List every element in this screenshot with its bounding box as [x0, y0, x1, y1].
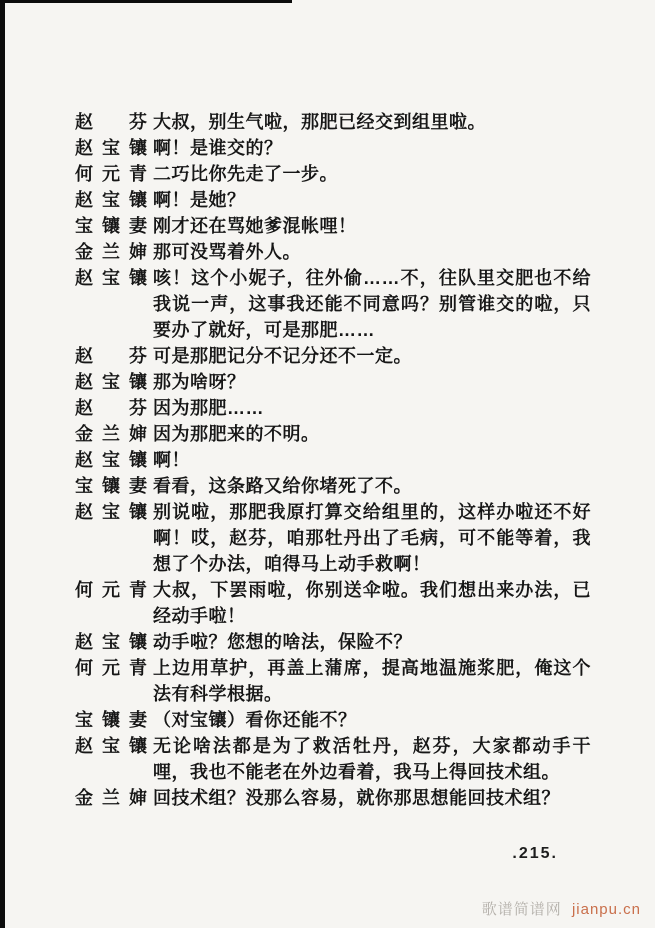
- dialogue-entry: [75, 239, 595, 265]
- dialogue-text: 啊！: [153, 450, 190, 470]
- dialogue-text: 啊！是她？: [153, 190, 246, 210]
- speaker-name: 赵宝镶: [75, 736, 147, 756]
- dialogue-entry: [75, 473, 595, 499]
- dialogue-text: 别说啦，那肥我原打算交给组里的，这样办啦还不好啊！哎，赵芬，咱那牡丹出了毛病，可不能等着，我想了个办法，咱得马上动手救啊！: [153, 502, 591, 574]
- speaker-name: 金兰婶: [75, 242, 147, 262]
- dialogue-text: 大叔，下罢雨啦，你别送伞啦。我们想出来办法，已经动手啦！: [153, 580, 591, 626]
- dialogue-text: 可是那肥记分不记分还不一定。: [153, 346, 412, 366]
- dialogue-entry: [75, 161, 595, 187]
- dialogue-text: 啊！是谁交的？: [153, 138, 283, 158]
- dialogue-entry: [75, 421, 595, 447]
- speaker-name: 赵宝镶: [75, 268, 147, 288]
- speaker-name: 赵宝镶: [75, 372, 147, 392]
- dialogue-entry: [75, 447, 595, 473]
- speaker-name: 宝镶妻: [75, 476, 147, 496]
- dialogue-text: 那为啥呀？: [153, 372, 246, 392]
- speaker-name: 赵宝镶: [75, 502, 147, 522]
- speaker-name: 何元青: [75, 164, 147, 184]
- speaker-name: 赵宝镶: [75, 190, 147, 210]
- speaker-name: 何元青: [75, 658, 147, 678]
- dialogue-entry: [75, 629, 595, 655]
- speaker-name: 赵芬: [75, 112, 147, 132]
- scan-top-border: [0, 0, 292, 3]
- dialogue-text: 因为那肥来的不明。: [153, 424, 320, 444]
- dialogue-text: 刚才还在骂她爹混帐哩！: [153, 216, 357, 236]
- speaker-name: 宝镶妻: [75, 710, 147, 730]
- dialogue-entry: [75, 733, 595, 785]
- speaker-name: 宝镶妻: [75, 216, 147, 236]
- dialogue-entry: [75, 109, 595, 135]
- watermark-site-name: 歌谱简谱网: [481, 901, 562, 918]
- dialogue-entry: [75, 655, 595, 707]
- speaker-name: 金兰婶: [75, 424, 147, 444]
- dialogue-entry: [75, 265, 595, 343]
- watermark-site-url: jianpu.cn: [571, 901, 641, 918]
- speaker-name: 赵宝镶: [75, 632, 147, 652]
- scan-left-border: [0, 0, 5, 928]
- speaker-name: 赵芬: [75, 346, 147, 366]
- dialogue-entry: [75, 707, 595, 733]
- dialogue-entry: [75, 135, 595, 161]
- page-number: .215.: [512, 845, 558, 862]
- dialogue-text: 看看，这条路又给你堵死了不。: [153, 476, 412, 496]
- dialogue-text: 二巧比你先走了一步。: [153, 164, 338, 184]
- dialogue-entry: [75, 343, 595, 369]
- dialogue-entry: [75, 369, 595, 395]
- dialogue-text: 那可没骂着外人。: [153, 242, 301, 262]
- dialogue-text: 动手啦？您想的啥法，保险不？: [153, 632, 412, 652]
- dialogue-entry: [75, 577, 595, 629]
- speaker-name: 何元青: [75, 580, 147, 600]
- dialogue-entry: [75, 785, 595, 811]
- speaker-name: 金兰婶: [75, 788, 147, 808]
- dialogue-text: 回技术组？没那么容易，就你那思想能回技术组？: [153, 788, 560, 808]
- dialogue-text: （对宝镶）看你还能不？: [153, 710, 357, 730]
- dialogue-text: 咳！这个小妮子，往外偷……不，往队里交肥也不给我说一声，这事我还能不同意吗？别管谁交的啦，只要办了就好，可是那肥……: [153, 268, 591, 340]
- dialogue-entry: [75, 213, 595, 239]
- dialogue-text: 上边用草护，再盖上蒲席，提高地温施浆肥，俺这个法有科学根据。: [153, 658, 591, 704]
- dialogue-entry: [75, 187, 595, 213]
- speaker-name: 赵宝镶: [75, 450, 147, 470]
- dialogue-entry: [75, 499, 595, 577]
- dialogue-entry: [75, 395, 595, 421]
- dialogue-text: 因为那肥……: [153, 398, 264, 418]
- dialogue-text: 无论啥法都是为了救活牡丹，赵芬，大家都动手干哩，我也不能老在外边看着，我马上得回技术组。: [153, 736, 591, 782]
- speaker-name: 赵宝镶: [75, 138, 147, 158]
- watermark: [482, 898, 641, 919]
- dialogue-text: 大叔，别生气啦，那肥已经交到组里啦。: [153, 112, 486, 132]
- dialogue-list: [75, 109, 595, 811]
- speaker-name: 赵芬: [75, 398, 147, 418]
